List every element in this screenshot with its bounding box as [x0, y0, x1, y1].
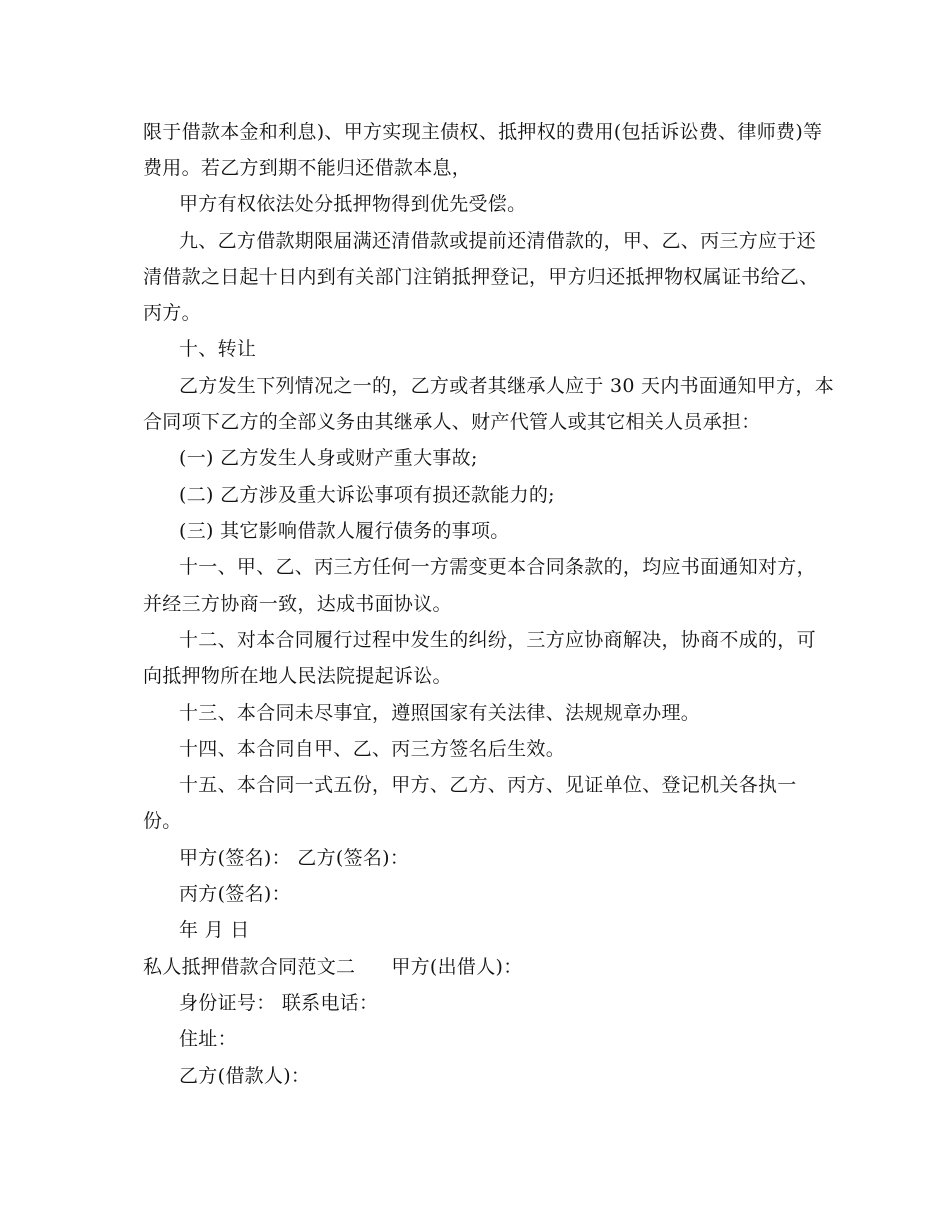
- borrower-label: 乙方(借款人)：: [179, 1065, 311, 1087]
- clause-12-line: 十二、对本合同履行过程中发生的纠纷，三方应协商解决，协商不成的，可: [179, 629, 816, 651]
- paragraph-line: 合同项下乙方的全部义务由其继承人、财产代管人或其它相关人员承担：: [143, 411, 761, 433]
- list-item: (一) 乙方发生人身或财产重大事故;: [179, 447, 478, 469]
- paragraph-line: 丙方。: [143, 302, 201, 324]
- address-line: 住址：: [179, 1028, 237, 1050]
- paragraph-line: 并经三方协商一致，达成书面协议。: [143, 593, 452, 615]
- paragraph-line: 清借款之日起十日内到有关部门注销抵押登记，甲方归还抵押物权属证书给乙、: [143, 266, 819, 288]
- list-item: (二) 乙方涉及重大诉讼事项有损还款能力的;: [179, 484, 555, 506]
- clause-13-line: 十三、本合同未尽事宜，遵照国家有关法律、法规规章办理。: [179, 702, 701, 724]
- paragraph-line: 向抵押物所在地人民法院提起诉讼。: [143, 665, 452, 687]
- paragraph-line: 限于借款本金和利息)、甲方实现主债权、抵押权的费用(包括诉讼费、律师费)等: [143, 121, 823, 143]
- signature-line: 丙方(签名)：: [179, 883, 291, 905]
- list-item: (三) 其它影响借款人履行债务的事项。: [179, 520, 510, 542]
- clause-9-line: 九、乙方借款期限届满还清借款或提前还清借款的，甲、乙、丙三方应于还: [179, 230, 816, 252]
- paragraph-line: 费用。若乙方到期不能归还借款本息，: [143, 157, 472, 179]
- id-phone-line: 身份证号： 联系电话：: [179, 992, 379, 1014]
- sample-two-title: 私人抵押借款合同范文二: [143, 956, 356, 978]
- paragraph-line: 甲方有权依法处分抵押物得到优先受偿。: [179, 193, 527, 215]
- lender-label: 甲方(出借人)：: [391, 956, 523, 978]
- clause-15-line: 十五、本合同一式五份，甲方、乙方、丙方、见证单位、登记机关各执一: [179, 774, 797, 796]
- paragraph-line: 乙方发生下列情况之一的，乙方或者其继承人应于 30 天内书面通知甲方，本: [179, 375, 835, 397]
- clause-10-heading: 十、转让: [179, 338, 257, 360]
- sample-two-heading-line: [143, 954, 523, 980]
- date-line: 年 月 日: [179, 919, 250, 941]
- paragraph-line: 份。: [143, 810, 182, 832]
- clause-14-line: 十四、本合同自甲、乙、丙三方签名后生效。: [179, 738, 566, 760]
- signature-line: 甲方(签名)： 乙方(签名)：: [179, 847, 410, 869]
- clause-11-line: 十一、甲、乙、丙三方任何一方需变更本合同条款的，均应书面通知对方，: [179, 556, 816, 578]
